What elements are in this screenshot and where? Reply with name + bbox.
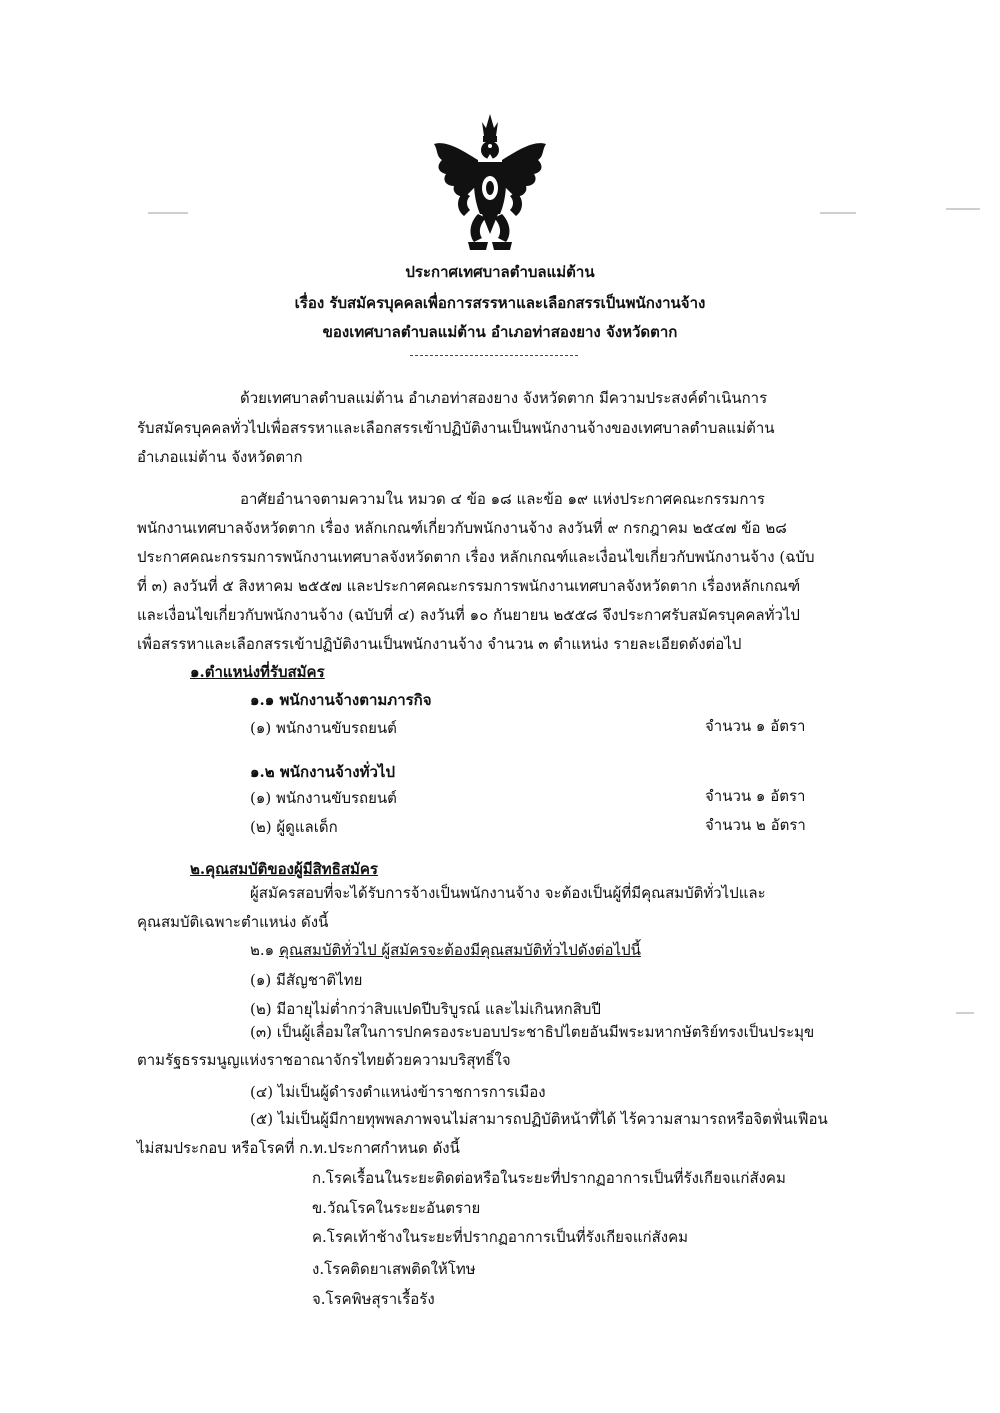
disease-item: ข.วัณโรคในระยะอันตราย	[312, 1199, 481, 1217]
position-item-count: จำนวน ๒ อัตรา	[705, 816, 806, 834]
section2-heading: ๒.คุณสมบัติของผู้มีสิทธิสมัคร	[190, 860, 378, 878]
garuda-emblem-icon	[428, 110, 552, 260]
intro-p2-line3: ประกาศคณะกรรมการพนักงานเทศบาลจังหวัดตาก เรื่อง หลักเกณฑ์และเงื่อนไขเกี่ยวกับพนักงานจ้าง (ฉบับ	[137, 548, 815, 566]
intro-p2-line4: ที่ ๓) ลงวันที่ ๕ สิงหาคม ๒๕๕๗ และประกาศคณะกรรมการพนักงานเทศบาลจังหวัดตาก เรื่องหลักเกณฑ์	[137, 577, 801, 595]
announcement-title: ประกาศเทศบาลตำบลแม่ต้าน	[405, 263, 595, 281]
intro-p2-line5: และเงื่อนไขเกี่ยวกับพนักงานจ้าง (ฉบับที่ ๔) ลงวันที่ ๑๐ กันยายน ๒๕๕๘ จึงประกาศรับสมัครบุคคลทั่วไป	[137, 606, 800, 624]
qualification-item: (๓) เป็นผู้เลื่อมใสในการปกครองระบอบประชาธิปไตยอันมีพระมหากษัตริย์ทรงเป็นประมุข	[250, 1023, 815, 1041]
section2-para-line2: คุณสมบัติเฉพาะตำแหน่ง ดังนี้	[137, 913, 329, 931]
intro-p1-line1: ด้วยเทศบาลตำบลแม่ต้าน อำเภอท่าสองยาง จังหวัดตาก มีความประสงค์ดำเนินการ	[240, 389, 768, 407]
position-item-label: (๑) พนักงานขับรถยนต์	[250, 719, 397, 737]
announcement-subject: เรื่อง รับสมัครบุคคลเพื่อการสรรหาและเลือกสรรเป็นพนักงานจ้าง	[294, 294, 706, 312]
section1-heading: ๑.ตำแหน่งที่รับสมัคร	[190, 663, 325, 681]
qualification-item: (๕) ไม่เป็นผู้มีกายทุพพลภาพจนไม่สามารถปฏิบัติหน้าที่ได้ ไร้ความสามารถหรือจิตฟั่นเฟือน	[250, 1110, 828, 1128]
qualification-item-cont: ไม่สมประกอบ หรือโรคที่ ก.ท.ประกาศกำหนด ดังนี้	[137, 1139, 460, 1157]
disease-item: ค.โรคเท้าช้างในระยะที่ปรากฏอาการเป็นที่รังเกียจแก่สังคม	[312, 1228, 688, 1246]
position-item-label: (๑) พนักงานขับรถยนต์	[250, 789, 397, 807]
section2-para-line1: ผู้สมัครสอบที่จะได้รับการจ้างเป็นพนักงานจ้าง จะต้องเป็นผู้ที่มีคุณสมบัติทั่วไปและ	[250, 884, 766, 902]
scan-speck	[956, 1012, 974, 1014]
intro-p1-line3: อำเภอแม่ต้าน จังหวัดตาก	[137, 448, 303, 466]
position-item-count: จำนวน ๑ อัตรา	[705, 787, 806, 805]
section2-sub-heading	[250, 940, 641, 960]
intro-p2-line2: พนักงานเทศบาลจังหวัดตาก เรื่อง หลักเกณฑ์เกี่ยวกับพนักงานจ้าง ลงวันที่ ๙ กรกฎาคม ๒๕๔๗ ข้อ ๒๘	[137, 519, 787, 537]
disease-item: จ.โรคพิษสุราเรื้อรัง	[312, 1290, 435, 1308]
header-separator	[410, 355, 578, 356]
qualification-item: (๔) ไม่เป็นผู้ดำรงตำแหน่งข้าราชการการเมือง	[250, 1083, 546, 1101]
intro-p1-line2: รับสมัครบุคคลทั่วไปเพื่อสรรหาและเลือกสรรเข้าปฏิบัติงานเป็นพนักงานจ้างของเทศบาลตำบลแม่ต้าน	[137, 419, 775, 437]
qualification-item: (๑) มีสัญชาติไทย	[250, 971, 363, 989]
position-item-count: จำนวน ๑ อัตรา	[705, 717, 806, 735]
section1-sub2-heading: ๑.๒ พนักงานจ้างทั่วไป	[250, 763, 395, 781]
section2-sub-title: คุณสมบัติทั่วไป ผู้สมัครจะต้องมีคุณสมบัติทั่วไปดังต่อไปนี้	[278, 941, 641, 959]
disease-item: ง.โรคติดยาเสพติดให้โทษ	[312, 1260, 476, 1278]
scan-speck	[148, 212, 188, 214]
qualification-item-cont: ตามรัฐธรรมนูญแห่งราชอาณาจักรไทยด้วยความบริสุทธิ์ใจ	[137, 1051, 511, 1069]
announcement-subject-line2: ของเทศบาลตำบลแม่ต้าน อำเภอท่าสองยาง จังหวัดตาก	[322, 323, 678, 341]
qualification-item: (๒) มีอายุไม่ต่ำกว่าสิบแปดปีบริบูรณ์ และไม่เกินหกสิบปี	[250, 1000, 601, 1018]
section2-sub-number: ๒.๑	[250, 941, 279, 959]
intro-p2-line1: อาศัยอำนาจตามความใน หมวด ๔ ข้อ ๑๘ และข้อ ๑๙ แห่งประกาศคณะกรรมการ	[240, 490, 765, 508]
disease-item: ก.โรคเรื้อนในระยะติดต่อหรือในระยะที่ปรากฏอาการเป็นที่รังเกียจแก่สังคม	[312, 1169, 786, 1187]
scan-speck	[820, 212, 856, 214]
scan-speck	[946, 208, 980, 210]
position-item-label: (๒) ผู้ดูแลเด็ก	[250, 818, 338, 836]
intro-p2-line6: เพื่อสรรหาและเลือกสรรเข้าปฏิบัติงานเป็นพนักงานจ้าง จำนวน ๓ ตำแหน่ง รายละเอียดดังต่อไป	[137, 635, 742, 653]
section1-sub1-heading: ๑.๑ พนักงานจ้างตามภารกิจ	[250, 691, 432, 709]
